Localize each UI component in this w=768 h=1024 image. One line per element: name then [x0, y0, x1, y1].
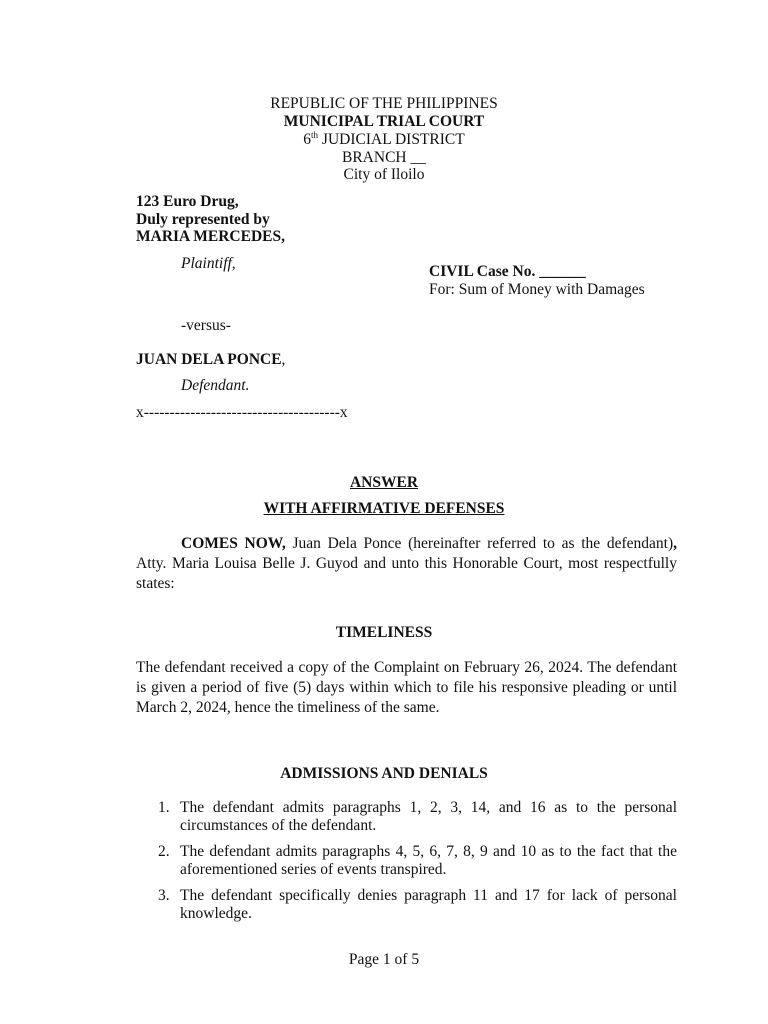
intro-body-b: Atty. Maria Louisa Belle J. Guyod and unto this Honorable Court, most respectfully states: [136, 555, 677, 592]
caption-separator: x--------------------------------------x [136, 404, 348, 421]
list-item-number: 2. [158, 843, 170, 860]
district-ordinal: th [311, 129, 319, 140]
intro-paragraph [136, 534, 677, 594]
list-item [158, 887, 677, 923]
list-item [158, 843, 677, 879]
header-republic: REPUBLIC OF THE PHILIPPINES [270, 95, 498, 112]
district-number: 6 [303, 131, 312, 148]
plaintiff-name: 123 Euro Drug, [136, 193, 239, 210]
header-court: MUNICIPAL TRIAL COURT [283, 113, 485, 130]
timeliness-heading: TIMELINESS [335, 624, 433, 641]
timeliness-paragraph: The defendant received a copy of the Complaint on February 26, 2024. The defendant is given a period of five (5) days within which to file his responsive pleading or until March 2, 2024, hence the timeliness of the same. [136, 659, 677, 716]
page-number: Page 1 of 5 [348, 951, 420, 968]
intro-comma: , [673, 535, 677, 552]
district-text: JUDICIAL DISTRICT [318, 131, 465, 148]
list-item-text: The defendant admits paragraphs 1, 2, 3, 14, and 16 as to the personal circumstances of the defendant. [180, 799, 677, 834]
intro-lead: COMES NOW, [181, 535, 286, 552]
list-item-text: The defendant admits paragraphs 4, 5, 6, 7, 8, 9 and 10 as to the fact that the aforementioned series of events transpired. [180, 843, 677, 878]
case-nature: For: Sum of Money with Damages [429, 281, 645, 298]
document-title: ANSWER [349, 474, 419, 491]
versus-label: -versus- [181, 317, 231, 334]
list-item-text: The defendant specifically denies paragraph 11 and 17 for lack of personal knowledge. [180, 887, 677, 922]
list-item-number: 3. [158, 887, 170, 904]
document-subtitle: WITH AFFIRMATIVE DEFENSES [263, 500, 505, 517]
header-branch: BRANCH __ [342, 149, 426, 166]
defendant-comma: , [281, 351, 286, 368]
defendant-role: Defendant. [181, 377, 250, 394]
header-city: City of Iloilo [343, 166, 425, 183]
plaintiff-representative: MARIA MERCEDES, [136, 228, 285, 245]
intro-body-a: Juan Dela Ponce (hereinafter referred to as the defendant) [285, 535, 674, 552]
header-district [0, 131, 768, 149]
admissions-heading: ADMISSIONS AND DENIALS [280, 765, 488, 782]
list-item [158, 799, 677, 835]
plaintiff-role: Plaintiff, [181, 255, 236, 272]
list-item-number: 1. [158, 799, 170, 816]
defendant-name: JUAN DELA PONCE [136, 351, 282, 368]
case-number: CIVIL Case No. ______ [429, 263, 586, 280]
plaintiff-represented: Duly represented by [136, 211, 270, 228]
defendant-line [136, 351, 285, 369]
